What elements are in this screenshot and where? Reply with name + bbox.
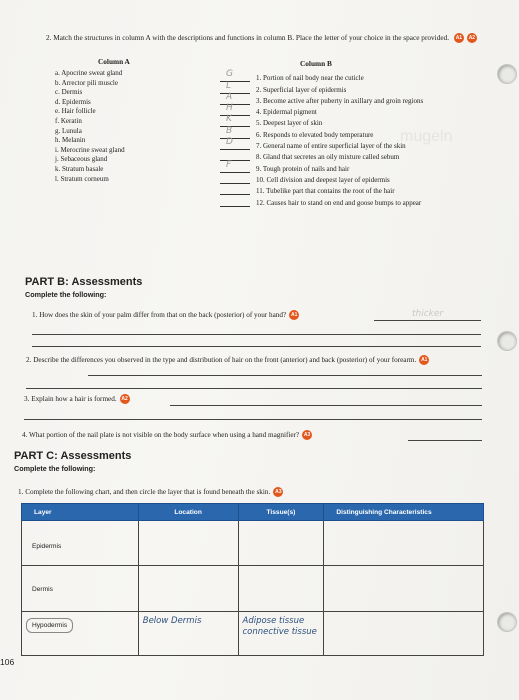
handwritten-answer: H <box>226 103 233 114</box>
part-c-header <box>14 450 131 473</box>
column-a-heading: Column A <box>98 57 130 66</box>
answer-line[interactable] <box>374 320 481 321</box>
question-2-matching <box>46 33 486 43</box>
column-b-item <box>220 139 423 150</box>
column-header: Location <box>138 504 238 521</box>
outcome-badge: A2 <box>121 396 128 403</box>
tissues-cell[interactable] <box>238 521 324 566</box>
table-row <box>22 521 484 566</box>
layer-cell <box>22 521 139 566</box>
answer-line[interactable] <box>32 334 481 335</box>
handwritten-answer: A <box>226 91 233 102</box>
handwritten-answer: D <box>226 137 233 148</box>
column-b-text: 9. Tough protein of nails and hair <box>256 164 350 173</box>
handwritten-answer: L <box>226 80 232 91</box>
table-row <box>22 566 484 612</box>
answer-blank[interactable] <box>220 173 250 184</box>
column-a-list <box>55 69 125 184</box>
column-a-item: j. Sebaceous gland <box>55 155 108 164</box>
chart-header-row <box>22 504 484 521</box>
answer-line[interactable] <box>32 346 481 347</box>
column-b-text: 8. Gland that secretes an oily mixture called sebum <box>256 153 400 162</box>
column-b-heading: Column B <box>300 59 332 68</box>
column-b-item <box>220 184 423 195</box>
answer-blank[interactable] <box>220 91 250 105</box>
part-b-question-3 <box>24 394 174 404</box>
column-b-text: 4. Epidermal pigment <box>256 108 317 117</box>
layer-cell <box>22 566 139 612</box>
part-b-question-1 <box>32 310 382 320</box>
answer-line[interactable] <box>408 440 482 441</box>
part-b-instruction: Complete the following: <box>25 290 107 299</box>
handwritten-answer: G <box>226 69 233 80</box>
column-b-text: 2. Superficial layer of epidermis <box>256 85 347 94</box>
answer-blank[interactable] <box>220 80 250 94</box>
column-a-item: l. Stratum corneum <box>55 174 109 183</box>
outcome-badge: A1 <box>455 35 463 42</box>
handwritten-answer <box>239 521 324 525</box>
handwritten-answer <box>139 521 238 525</box>
characteristics-cell[interactable] <box>324 566 484 612</box>
handwritten-answer: Adipose tissue connective tissue <box>242 616 317 637</box>
column-header: Tissue(s) <box>238 504 324 521</box>
outcome-badge: A3 <box>275 489 282 496</box>
layer-name: Epidermis <box>32 543 62 550</box>
column-b-item <box>220 91 424 105</box>
answer-line[interactable] <box>24 419 482 420</box>
part-b-title: PART B: Assessments <box>25 276 143 288</box>
binder-hole <box>497 331 517 351</box>
column-a-item: b. Arrector pili muscle <box>55 78 118 87</box>
column-a-item: k. Stratum basale <box>55 164 104 173</box>
answer-blank[interactable] <box>220 196 250 207</box>
column-b-text: 3. Become active after puberty in axillary and groin regions <box>256 96 424 105</box>
answer-line[interactable] <box>88 375 482 376</box>
answer-blank[interactable] <box>220 184 250 195</box>
column-a-item: h. Melanin <box>55 136 86 145</box>
outcome-badge: A1 <box>421 357 428 364</box>
answer-blank[interactable] <box>220 139 250 150</box>
column-b-text: 7. General name of entire superficial layer of the skin <box>256 142 406 151</box>
question-text: 3. Explain how a hair is formed. <box>24 395 117 403</box>
layer-cell <box>22 612 139 656</box>
table-row <box>22 612 484 656</box>
part-c-question-1 <box>18 487 398 497</box>
watermark: mugeln <box>400 128 453 145</box>
handwritten-answer: K <box>226 114 232 125</box>
column-b-list <box>220 71 423 207</box>
binder-hole <box>497 64 517 84</box>
answer-blank[interactable] <box>220 150 250 161</box>
handwritten-answer <box>324 521 483 525</box>
column-a-item: g. Lunula <box>55 126 82 135</box>
part-b-header <box>25 276 142 299</box>
column-b-text: 10. Cell division and deepest layer of epidermis <box>256 175 390 184</box>
part-b-question-2 <box>26 355 482 365</box>
tissues-cell[interactable] <box>238 612 324 656</box>
answer-blank[interactable] <box>220 105 250 116</box>
location-cell[interactable] <box>138 521 238 566</box>
handwritten-answer: Below Dermis <box>142 616 202 626</box>
column-a-item: c. Dermis <box>55 88 83 97</box>
answer-line[interactable] <box>26 388 482 389</box>
question-2-text: 2. Match the structures in column A with the descriptions and functions in column B. Place the letter of your choice in the space provided. <box>46 33 450 42</box>
column-header: Distinguishing Characteristics <box>324 504 484 521</box>
part-c-instruction: Complete the following: <box>14 464 96 473</box>
page-number: 106 <box>0 657 15 667</box>
question-text: 1. Complete the following chart, and then circle the layer that is found beneath the skin. <box>18 488 271 496</box>
column-a-item: f. Keratin <box>55 116 82 125</box>
column-b-item <box>220 173 423 184</box>
column-b-item <box>220 82 423 93</box>
column-b-text: 5. Deepest layer of skin <box>256 119 323 128</box>
column-b-text: 1. Portion of nail body near the cuticle <box>256 74 364 83</box>
answer-line[interactable] <box>170 405 482 406</box>
skin-layers-chart <box>21 503 484 656</box>
handwritten-answer: F <box>226 159 232 170</box>
column-a-item: a. Apocrine sweat gland <box>55 69 123 77</box>
answer-blank[interactable] <box>220 159 250 173</box>
column-a-item: d. Epidermis <box>55 97 91 106</box>
outcome-badge: A3 <box>303 432 311 439</box>
part-b-question-4 <box>22 430 422 440</box>
column-b-item <box>220 195 423 206</box>
binder-hole <box>497 612 517 632</box>
question-text: 2. Describe the differences you observed in the type and distribution of hair on the front (anterior) and back (posterior) of your forearm. <box>26 356 417 364</box>
column-b-text: 11. Tubelike part that contains the root of the hair <box>256 187 395 196</box>
layer-name: Dermis <box>32 586 53 593</box>
layer-name-circled: Hypodermis <box>26 618 73 633</box>
question-text: 4. What portion of the nail plate is not visible on the body surface when using a hand magnifier? <box>22 431 300 439</box>
column-b-item <box>220 150 423 161</box>
column-b-text: 6. Responds to elevated body temperature <box>256 130 374 139</box>
column-b-item <box>220 116 423 127</box>
characteristics-cell[interactable] <box>324 612 484 656</box>
location-cell[interactable] <box>138 566 238 612</box>
characteristics-cell[interactable] <box>324 521 484 566</box>
location-cell[interactable] <box>138 612 238 656</box>
column-header: Layer <box>22 504 139 521</box>
handwritten-answer <box>324 566 483 570</box>
handwritten-answer <box>324 612 483 616</box>
tissues-cell[interactable] <box>238 566 324 612</box>
column-b-text: 12. Causes hair to stand on end and goose bumps to appear <box>256 198 422 207</box>
handwritten-answer: thicker <box>412 309 444 319</box>
handwritten-answer <box>239 566 324 570</box>
answer-blank[interactable] <box>220 116 250 127</box>
column-b-item <box>220 105 423 116</box>
outcome-badge: A2 <box>468 35 476 42</box>
column-b-item <box>220 161 423 172</box>
part-c-title: PART C: Assessments <box>14 450 132 462</box>
answer-blank[interactable] <box>220 125 250 139</box>
outcome-badge: A1 <box>290 312 298 319</box>
question-text: 1. How does the skin of your palm differ from that on the back (posterior) of your hand? <box>32 311 287 319</box>
handwritten-answer <box>139 566 238 570</box>
answer-blank[interactable] <box>220 71 250 82</box>
column-b-item <box>220 127 423 138</box>
handwritten-answer: B <box>226 125 233 136</box>
column-a-item: e. Hair follicle <box>55 107 96 116</box>
column-b-item <box>220 71 423 82</box>
column-a-item: i. Merocrine sweat gland <box>55 145 125 154</box>
